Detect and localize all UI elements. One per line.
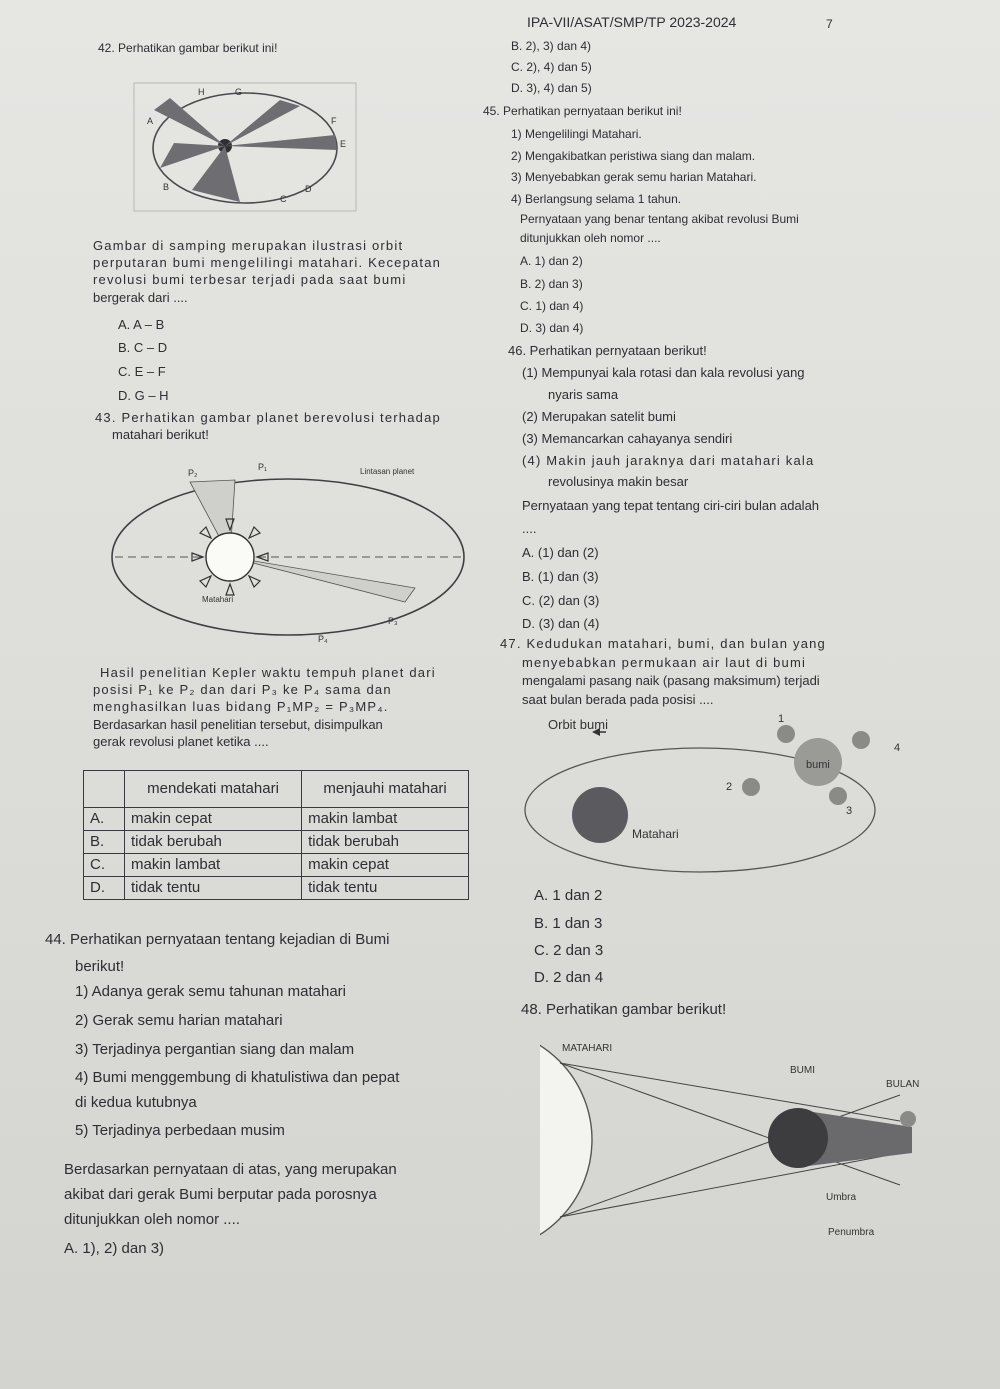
q43-row-key: C. [84, 854, 125, 877]
q44-item-5: 5) Terjadinya perbedaan musim [75, 1122, 285, 1139]
q48-label-sun: MATAHARI [562, 1043, 613, 1054]
q45-item-2: 2) Mengakibatkan peristiwa siang dan malam. [511, 149, 756, 163]
q44-option-b: B. 2), 3) dan 4) [511, 39, 592, 53]
q44-item-3: 3) Terjadinya pergantian siang dan malam [75, 1041, 355, 1058]
q47-option-c: C. 2 dan 3 [534, 942, 604, 959]
q47-label-pos-4: 4 [894, 742, 901, 754]
q43-para-3: menghasilkan luas bidang P₁MP₂ = P₃MP₄. [93, 699, 389, 714]
q43-label-orbit: Lintasan planet [360, 467, 415, 476]
q42-option-a: A. A – B [118, 317, 165, 332]
q45-option-a: A. 1) dan 2) [520, 254, 583, 268]
q48-stem: 48. Perhatikan gambar berikut! [521, 1001, 727, 1018]
q47-label-pos-2: 2 [726, 781, 733, 793]
q43-header-approach: mendekati matahari [125, 771, 302, 808]
table-row [84, 808, 469, 831]
q43-row-recede: makin cepat [302, 854, 469, 877]
q46-option-a: A. (1) dan (2) [522, 545, 599, 560]
q42-label-e: E [340, 139, 347, 149]
q47-label-pos-1: 1 [778, 713, 785, 725]
q45-stem: 45. Perhatikan pernyataan berikut ini! [483, 104, 682, 118]
q43-row-approach: makin lambat [125, 854, 302, 877]
q46-item-3: (3) Memancarkan cahayanya sendiri [522, 431, 733, 446]
q45-option-c: C. 1) dan 4) [520, 299, 584, 313]
q42-para-4: bergerak dari .... [93, 290, 188, 305]
q45-option-b: B. 2) dan 3) [520, 277, 583, 291]
q44-item-1: 1) Adanya gerak semu tahunan matahari [75, 983, 347, 1000]
q43-label-p3: P₃ [388, 616, 398, 626]
q47-moon-3 [829, 787, 847, 805]
q43-row-recede: makin lambat [302, 808, 469, 831]
q44-option-a: A. 1), 2) dan 3) [64, 1240, 165, 1257]
q48-ray-4 [560, 1153, 900, 1217]
q43-row-approach: tidak berubah [125, 831, 302, 854]
q44-stem-1: 44. Perhatikan pernyataan tentang kejadian di Bumi [45, 931, 390, 948]
q47-stem-3: mengalami pasang naik (pasang maksimum) terjadi [522, 673, 820, 688]
q44-para-2: akibat dari gerak Bumi berputar pada porosnya [64, 1186, 377, 1203]
q47-option-a: A. 1 dan 2 [534, 887, 603, 904]
page-header: IPA-VII/ASAT/SMP/TP 2023-2024 [527, 14, 737, 30]
q42-para-2: perputaran bumi mengelilingi matahari. Kecepatan [93, 255, 442, 270]
q47-tide-figure [520, 710, 910, 880]
q44-item-4: 4) Bumi menggembung di khatulistiwa dan pepat [75, 1069, 400, 1086]
q47-label-earth: bumi [806, 759, 830, 771]
q48-moon [900, 1111, 916, 1127]
q43-para-2: posisi P₁ ke P₂ dan dari P₃ ke P₄ sama dan [93, 682, 392, 697]
q46-option-d: D. (3) dan (4) [522, 616, 600, 631]
q48-label-moon: BULAN [886, 1079, 920, 1090]
q42-sector-extra [225, 100, 300, 146]
q47-label-pos-3: 3 [846, 805, 853, 817]
q44-stem-2: berikut! [75, 958, 125, 975]
q46-item-4: (4) Makin jauh jaraknya dari matahari kala [522, 453, 815, 468]
q43-row-approach: tidak tentu [125, 877, 302, 900]
q42-label-f: F [331, 116, 337, 126]
q43-para-4: Berdasarkan hasil penelitian tersebut, disimpulkan [93, 717, 383, 732]
q43-row-key: A. [84, 808, 125, 831]
q48-earth [768, 1108, 828, 1168]
q43-label-p1: P₁ [258, 462, 268, 472]
q47-option-b: B. 1 dan 3 [534, 915, 603, 932]
q45-para-2: ditunjukkan oleh nomor .... [520, 231, 661, 245]
q48-eclipse-figure [540, 1035, 940, 1250]
q43-row-key: D. [84, 877, 125, 900]
q43-label-sun: Matahari [202, 595, 234, 604]
q43-sun [192, 519, 268, 595]
q47-moon-1 [777, 725, 795, 743]
q45-item-1: 1) Mengelilingi Matahari. [511, 127, 642, 141]
q46-para-2: .... [522, 521, 537, 536]
q44-option-c: C. 2), 4) dan 5) [511, 60, 592, 74]
q42-option-d: D. G – H [118, 388, 169, 403]
q42-option-b: B. C – D [118, 340, 168, 355]
q43-header-recede: menjauhi matahari [302, 771, 469, 808]
q42-label-b: B [163, 182, 170, 192]
q48-label-penumbra: Penumbra [828, 1227, 875, 1238]
q48-ray-3 [560, 1063, 900, 1121]
q42-label-d: D [305, 184, 312, 194]
q47-stem-4: saat bulan berada pada posisi .... [522, 692, 714, 707]
q43-row-key: B. [84, 831, 125, 854]
q47-moon-2 [742, 778, 760, 796]
q47-label-orbit: Orbit bumi [548, 717, 608, 732]
q43-stem-1: 43. Perhatikan gambar planet berevolusi terhadap [95, 410, 441, 425]
q42-para-3: revolusi bumi terbesar terjadi pada saat bumi [93, 272, 407, 287]
q42-para-1: Gambar di samping merupakan ilustrasi orbit [93, 238, 404, 253]
table-row [84, 877, 469, 900]
table-row [84, 831, 469, 854]
q47-stem-2: menyebabkan permukaan air laut di bumi [522, 655, 807, 670]
q44-para-3: ditunjukkan oleh nomor .... [64, 1211, 240, 1228]
q48-label-umbra: Umbra [826, 1192, 857, 1203]
q45-option-d: D. 3) dan 4) [520, 321, 584, 335]
q43-label-p2: P₂ [188, 468, 198, 478]
q48-label-earth: BUMI [790, 1065, 815, 1076]
q43-para-1: Hasil penelitian Kepler waktu tempuh planet dari [100, 665, 436, 680]
q43-table-corner [84, 771, 125, 808]
q43-para-5: gerak revolusi planet ketika .... [93, 734, 269, 749]
q46-option-c: C. (2) dan (3) [522, 593, 600, 608]
q44-item-2: 2) Gerak semu harian matahari [75, 1012, 283, 1029]
table-row [84, 854, 469, 877]
q45-item-4: 4) Berlangsung selama 1 tahun. [511, 192, 682, 206]
q42-option-c: C. E – F [118, 364, 166, 379]
q43-kepler-figure [110, 452, 480, 652]
q47-sun [572, 787, 628, 843]
q44-item-4b: di kedua kutubnya [75, 1094, 197, 1111]
q43-row-approach: makin cepat [125, 808, 302, 831]
q42-label-h: H [198, 87, 205, 97]
q46-item-2: (2) Merupakan satelit bumi [522, 409, 676, 424]
q47-label-sun: Matahari [632, 827, 679, 841]
q42-orbit-figure [130, 80, 362, 216]
q45-para-1: Pernyataan yang benar tentang akibat revolusi Bumi [520, 212, 799, 226]
page-number: 7 [826, 17, 833, 31]
q42-label-a: A [147, 116, 154, 126]
q46-item-1: (1) Mempunyai kala rotasi dan kala revolusi yang [522, 365, 805, 380]
q44-option-d: D. 3), 4) dan 5) [511, 81, 592, 95]
q47-moon-4 [852, 731, 870, 749]
q43-table-header [84, 771, 469, 808]
q44-para-1: Berdasarkan pernyataan di atas, yang merupakan [64, 1161, 397, 1178]
q46-item-1b: nyaris sama [548, 387, 619, 402]
q43-answer-table [83, 770, 469, 900]
q47-stem-1: 47. Kedudukan matahari, bumi, dan bulan yang [500, 636, 826, 651]
q46-stem: 46. Perhatikan pernyataan berikut! [508, 343, 707, 358]
q42-label-c: C [280, 194, 287, 204]
q43-label-p4: P₄ [318, 634, 328, 644]
q42-sector-ef [225, 135, 337, 150]
q43-stem-2: matahari berikut! [112, 427, 209, 442]
q43-row-recede: tidak tentu [302, 877, 469, 900]
q43-row-recede: tidak berubah [302, 831, 469, 854]
q42-label-g: G [235, 87, 243, 97]
q47-option-d: D. 2 dan 4 [534, 969, 604, 986]
q42-stem: 42. Perhatikan gambar berikut ini! [98, 41, 278, 55]
q46-option-b: B. (1) dan (3) [522, 569, 599, 584]
q45-item-3: 3) Menyebabkan gerak semu harian Matahari. [511, 170, 757, 184]
q46-para-1: Pernyataan yang tepat tentang ciri-ciri bulan adalah [522, 498, 820, 513]
q46-item-4b: revolusinya makin besar [548, 474, 689, 489]
